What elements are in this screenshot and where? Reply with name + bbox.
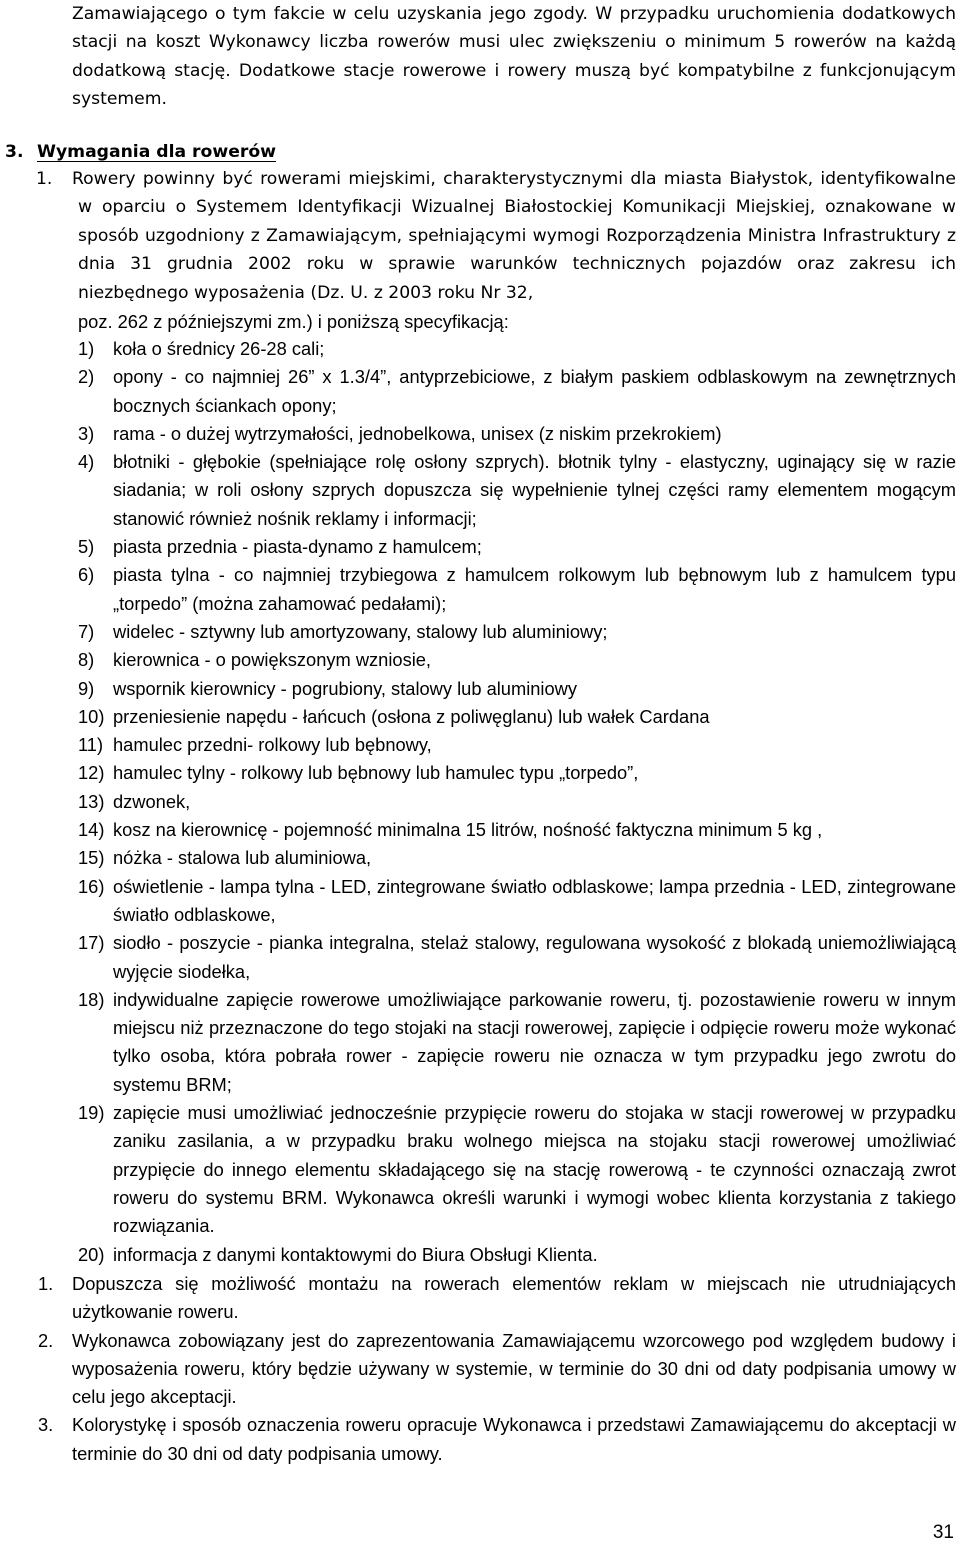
item-text: rama - o dużej wytrzymałości, jednobelkowa, unisex (z niskim przekrokiem) [113,422,722,444]
list-item [0,731,960,759]
item-number: 10) [78,705,105,727]
item-number: 16) [78,875,105,897]
list-item [0,533,960,561]
list-item [0,873,960,930]
item-text: opony - co najmniej 26” x 1.3/4”, antyprzebiciowe, z białym paskiem odblaskowym na zewnętrznych bocznych ściankach opony; [113,366,956,416]
note-text: Kolorystykę i sposób oznaczenia roweru opracuje Wykonawca i przedstawi Zamawiającemu do akceptacji w terminie do 30 dni od daty podpisania umowy. [72,1414,956,1464]
item-text: indywidualne zapięcie rowerowe umożliwiające parkowanie roweru, tj. pozostawienie roweru w innym miejscu niż przeznaczone do tego stojaki na stacji rowerowej, zapięcie i odpięcie roweru może wykonać tylko osoba, która pobrała rower - zapięcie roweru nie oznacza w tym przypadku jego zwrotu do systemu BRM; [113,988,956,1095]
item-text: przeniesienie napędu - łańcuch (osłona z poliwęglanu) lub wałek Cardana [113,705,710,727]
item-number: 18) [78,988,105,1010]
item-number: 6) [78,564,95,586]
item-text: siodło - poszycie - pianka integralna, stelaż stalowy, regulowana wysokość z blokadą uniemożliwiającą wyjęcie siodełka, [113,932,956,982]
specification-intro: poz. 262 z późniejszymi zm.) i poniższą specyfikacją: [78,311,509,332]
list-item [0,1099,960,1240]
item-number: 9) [78,677,95,699]
list-item [0,929,960,986]
item-number: 20) [78,1243,105,1265]
note-item [0,1411,960,1468]
item-text: piasta przednia - piasta-dynamo z hamulcem; [113,536,482,558]
item-number: 14) [78,819,105,841]
section-number: 3. [5,142,24,162]
paragraph-text: Rowery powinny być rowerami miejskimi, charakterystycznymi dla miasta Białystok, identyfikowalne w oparciu o Systemem Identyfikacji Wizualnej Białostockiej Komunikacji Miejskiej, oznakowane w sposób uzgodniony z Zamawiającym, spełniającymi wymogi Rozporządzenia Ministra Infrastruktury z dnia 31 grudnia 2002 roku w sprawie warunków technicznych pojazdów oraz zakresu ich niezbędnego wyposażenia (Dz. U. z 2003 roku Nr 32, [72,169,956,303]
item-text: hamulec przedni- rolkowy lub bębnowy, [113,734,432,756]
item-number: 13) [78,790,105,812]
list-item [0,986,960,1099]
item-number: 17) [78,932,105,954]
bike-requirements-paragraph [36,165,956,307]
item-text: kosz na kierownicę - pojemność minimalna 15 litrów, nośność faktyczna minimum 5 kg , [113,819,823,841]
list-item [0,675,960,703]
item-number: 2) [78,366,95,388]
item-number: 15) [78,847,105,869]
item-text: informacja z danymi kontaktowymi do Biura Obsługi Klienta. [113,1243,598,1265]
item-number: 19) [78,1102,105,1124]
item-text: koła o średnicy 26-28 cali; [113,338,325,359]
item-number: 1) [78,338,95,359]
item-text: hamulec tylny - rolkowy lub bębnowy lub hamulec typu „torpedo”, [113,762,639,784]
list-item [0,448,960,533]
list-item [0,618,960,646]
list-item [0,646,960,674]
item-number: 8) [78,649,95,671]
item-text: błotniki - głębokie (spełniające rolę osłony szprych). błotnik tylny - elastyczny, uginający się w razie siadania; w roli osłony szprych dopuszcza się wypełnienie tylnej części ramy elementem mogącym stanowić również nośnik reklamy i informacji; [113,451,956,529]
item-text: widelec - sztywny lub amortyzowany, stalowy lub aluminiowy; [113,620,608,642]
note-number: 3. [38,1414,54,1436]
list-item [0,363,960,420]
item-number: 7) [78,620,95,642]
list-item [0,703,960,731]
list-item [0,561,960,618]
note-text: Wykonawca zobowiązany jest do zaprezentowania Zamawiającemu wzorcowego pod względem budowy i wyposażenia roweru, który będzie używany w systemie, w terminie do 30 dni od daty podpisania umowy w celu jego akceptacji. [72,1329,956,1408]
intro-paragraph: Zamawiającego o tym fakcie w celu uzyskania jego zgody. W przypadku uruchomienia dodatkowych stacji na koszt Wykonawcy liczba rowerów musi ulec zwiększeniu o minimum 5 rowerów na każdą dodatkową stację. Dodatkowe stacje rowerowe i rowery muszą być kompatybilne z funkcjonującym systemem. [72,4,956,110]
item-text: kierownica - o powiększonym wzniosie, [113,649,432,671]
paragraph-number: 1. [36,169,53,189]
list-item [0,844,960,872]
list-item [0,816,960,844]
item-number: 11) [78,734,104,756]
requirements-list [0,335,960,1269]
note-number: 1. [38,1273,54,1294]
item-number: 5) [78,536,95,558]
note-item [0,1270,960,1327]
list-item [0,420,960,448]
item-number: 3) [78,422,95,444]
item-text: oświetlenie - lampa tylna - LED, zintegrowane światło odblaskowe; lampa przednia - LED, zintegrowane światło odblaskowe, [113,875,956,925]
list-item [0,788,960,816]
item-text: zapięcie musi umożliwiać jednocześnie przypięcie roweru do stojaka w stacji rowerowej w przypadku zaniku zasilania, a w przypadku braku wolnego miejsca na stojaku stacji rowerowej umożliwiać przypięcie do innego elementu składającego się na stację rowerową - te czynności oznaczają zwrot roweru do systemu BRM. Wykonawca określi warunki i wymogi wobec klienta korzystania z takiego rozwiązania. [113,1102,956,1237]
item-text: dzwonek, [113,790,191,812]
item-text: wspornik kierownicy - pogrubiony, stalowy lub aluminiowy [113,677,577,699]
list-item [0,759,960,787]
item-text: piasta tylna - co najmniej trzybiegowa z hamulcem rolkowym lub bębnowym lub z hamulcem typu „torpedo” (można zahamować pedałami); [113,564,956,614]
note-text: Dopuszcza się możliwość montażu na rowerach elementów reklam w miejscach nie utrudniających użytkowanie roweru. [72,1273,956,1323]
section-title: Wymagania dla rowerów [37,142,277,162]
item-number: 12) [78,762,105,784]
note-number: 2. [38,1329,54,1351]
list-item [0,335,960,363]
item-number: 4) [78,451,95,473]
additional-notes-list [0,1270,960,1468]
item-text: nóżka - stalowa lub aluminiowa, [113,847,372,869]
page-number: 31 [932,1522,954,1543]
list-item [0,1241,960,1269]
note-item [0,1327,960,1412]
